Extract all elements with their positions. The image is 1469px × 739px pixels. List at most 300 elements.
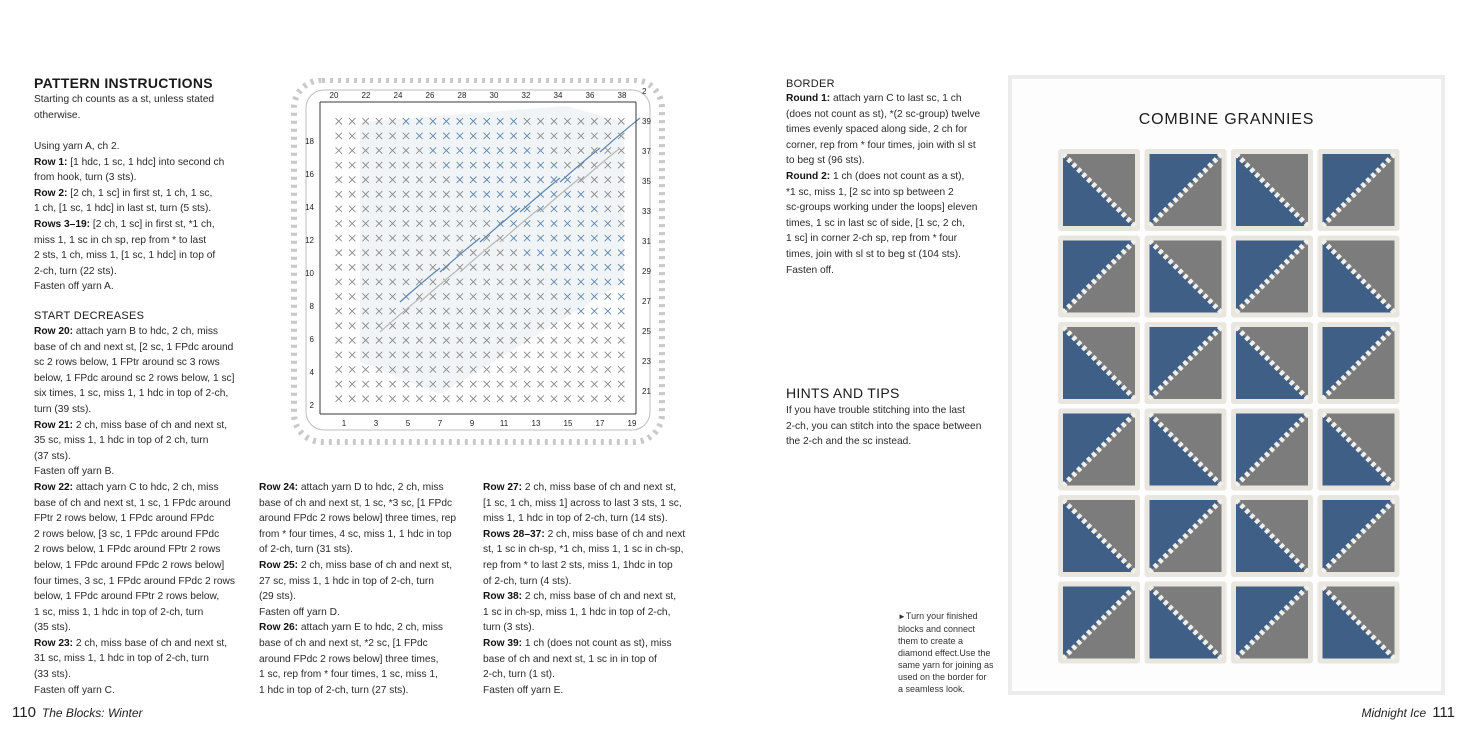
instruction-line <box>34 418 264 434</box>
caption-line: a seamless look. <box>898 684 966 694</box>
row-text: attach yarn C to hdc, 2 ch, miss <box>73 481 219 493</box>
sc-stitch-mark <box>336 235 342 241</box>
sc-stitch-mark <box>349 308 355 314</box>
row-text: 1 ch (does not count as a st), <box>830 170 965 182</box>
chart-row-label: 15 <box>563 419 573 428</box>
sc-stitch-mark <box>605 381 611 387</box>
row-text: below, 1 FPdc around FPdc 2 rows below] <box>34 559 225 571</box>
instruction-line <box>259 652 484 668</box>
instruction-line <box>34 620 264 636</box>
row-text: attach yarn D to hdc, 2 ch, miss <box>298 482 444 493</box>
sc-stitch-mark <box>362 381 368 387</box>
row-text: Fasten off yarn B. <box>34 466 115 478</box>
instruction-line <box>259 511 484 527</box>
row-text: 2-ch, turn (22 sts). <box>34 265 117 277</box>
row-label: Row 27: <box>483 482 523 493</box>
page-number-left: 110 <box>12 704 36 721</box>
row-text: base of ch and next st, 1 sc in in top of <box>483 653 657 665</box>
chart-row-label: 17 <box>595 419 605 428</box>
sc-stitch-mark <box>537 366 543 372</box>
chart-row-label: 16 <box>305 170 314 179</box>
sc-stitch-mark <box>484 396 490 402</box>
row-label: Round 2: <box>786 170 831 182</box>
sc-stitch-mark <box>564 352 570 358</box>
row-text: (37 sts). <box>34 450 71 462</box>
sc-stitch-mark <box>605 323 611 329</box>
row-text: times evenly spaced along side, 2 ch for <box>786 124 968 136</box>
sc-stitch-mark <box>389 381 395 387</box>
chart-row-label: 34 <box>553 91 563 100</box>
sc-stitch-mark <box>537 381 543 387</box>
sc-stitch-mark <box>336 308 342 314</box>
row-text: of 2-ch, turn (31 sts). <box>259 544 353 556</box>
hints-text <box>786 403 1006 450</box>
sc-stitch-mark <box>605 396 611 402</box>
row-text: sc-groups working under the loops] eleven <box>786 202 978 214</box>
instruction-line <box>34 683 264 699</box>
instruction-line <box>483 589 713 605</box>
chart-row-label: 12 <box>305 236 314 245</box>
sc-stitch-mark <box>564 396 570 402</box>
row-text: Fasten off yarn C. <box>34 684 115 696</box>
chart-row-label: 4 <box>309 368 314 377</box>
instruction-line <box>483 558 713 574</box>
sc-stitch-mark <box>336 191 342 197</box>
sc-stitch-mark <box>349 118 355 124</box>
sc-stitch-mark <box>349 323 355 329</box>
caption-line: them to create a <box>898 636 964 646</box>
sc-stitch-mark <box>618 337 624 343</box>
chart-row-label: 20 <box>329 91 339 100</box>
instruction-line <box>34 527 264 543</box>
sc-stitch-mark <box>349 162 355 168</box>
row-text: from * four times, 4 sc, miss 1, 1 hdc in top <box>259 528 452 540</box>
row-text: 2 rows below, [3 sc, 1 FPdc around FPdc <box>34 528 220 540</box>
chart-row-label: 10 <box>305 269 314 278</box>
chart-row-label: 37 <box>642 147 651 156</box>
row-text: miss 1, 1 hdc in top of 2-ch, turn (14 sts). <box>483 513 668 525</box>
sc-stitch-mark <box>349 220 355 226</box>
sc-stitch-mark <box>470 381 476 387</box>
caption-line: diamond effect.Use the <box>898 648 991 658</box>
hint-line: the 2-ch and the sc instead. <box>786 436 912 448</box>
row-label: Row 22: <box>34 481 74 493</box>
row-text: around FPdc 2 rows below] three times, <box>259 653 439 665</box>
section-name: The Blocks: Winter <box>41 706 143 720</box>
instruction-line <box>34 651 264 667</box>
chart-row-label: 11 <box>499 419 509 428</box>
instruction-line <box>259 480 484 496</box>
sc-stitch-mark <box>336 250 342 256</box>
row-text: 2 ch, miss base of ch and next <box>544 528 686 540</box>
caption-line: used on the border for <box>898 672 987 682</box>
row-text: base of ch and next st, [2 sc, 1 FPdc around <box>34 341 234 353</box>
chart-row-label: 19 <box>627 419 637 428</box>
border-line <box>786 263 1001 279</box>
instruction-line <box>259 558 484 574</box>
row-text: six times, 1 sc, miss 1, 1 hdc in top of 2-ch, <box>34 388 229 400</box>
row-label: Row 23: <box>34 637 74 649</box>
sc-stitch-mark <box>618 381 624 387</box>
border-line <box>786 138 1001 154</box>
row-text: 2-ch, turn (1 st). <box>483 669 555 681</box>
sc-stitch-mark <box>470 396 476 402</box>
chart-row-label: 32 <box>521 91 531 100</box>
row-text: to beg st (96 sts). <box>786 155 865 167</box>
row-text: 2 sts, 1 ch, miss 1, [1 sc, 1 hdc] in top of <box>34 250 216 262</box>
sc-stitch-mark <box>376 396 382 402</box>
row-text: turn (39 sts). <box>34 403 92 415</box>
row-text: st, 1 sc in ch-sp, *1 ch, miss 1, 1 sc in ch-sp, <box>483 544 684 556</box>
caption-line: Turn your finished <box>905 611 978 621</box>
sc-stitch-mark <box>551 352 557 358</box>
hint-line: If you have trouble stitching into the last <box>786 405 965 416</box>
row-text: 2 rows below, 1 FPdc around FPtr 2 rows <box>34 544 221 556</box>
instruction-line <box>34 589 264 605</box>
sc-stitch-mark <box>605 293 611 299</box>
sc-stitch-mark <box>336 133 342 139</box>
row-label: Row 24: <box>259 482 299 493</box>
row-text: Fasten off yarn A. <box>34 281 114 293</box>
chart-row-label: 31 <box>642 237 651 246</box>
sc-stitch-mark <box>389 396 395 402</box>
instruction-line <box>34 402 264 418</box>
instructions-column-1b <box>34 324 264 698</box>
row-text: around FPdc 2 rows below] three times, rep <box>259 513 457 525</box>
chart-row-label: 14 <box>305 203 314 212</box>
instruction-line <box>34 340 264 356</box>
sc-stitch-mark <box>376 381 382 387</box>
instruction-line <box>34 201 264 217</box>
sc-stitch-mark <box>336 396 342 402</box>
border-instructions <box>786 91 1001 278</box>
row-text: base of ch and next st, *2 sc, [1 FPdc <box>259 637 428 649</box>
sc-stitch-mark <box>605 352 611 358</box>
sc-stitch-mark <box>537 396 543 402</box>
row-text: FPtr 2 rows below, 1 FPdc around FPdc <box>34 513 215 525</box>
chart-row-label: 6 <box>309 335 314 344</box>
page-number-right: 111 <box>1432 704 1455 721</box>
instruction-line <box>34 264 264 280</box>
instruction-line <box>34 170 264 186</box>
chart-row-label: 9 <box>469 419 475 428</box>
row-text: four times, 3 sc, 1 FPdc around FPdc 2 rows <box>34 575 235 587</box>
sc-stitch-mark <box>591 366 597 372</box>
sc-stitch-mark <box>349 381 355 387</box>
instruction-line <box>34 574 264 590</box>
border-heading: BORDER <box>786 78 835 90</box>
instruction-line <box>34 511 264 527</box>
sc-stitch-mark <box>578 381 584 387</box>
chart-row-label: 18 <box>305 137 314 146</box>
sc-stitch-mark <box>349 133 355 139</box>
row-label: Row 26: <box>259 622 299 634</box>
sc-stitch-mark <box>605 308 611 314</box>
row-text: Fasten off yarn D. <box>259 606 340 618</box>
sc-stitch-mark <box>336 162 342 168</box>
row-text: attach yarn C to last sc, 1 ch <box>830 93 962 104</box>
row-text: *1 sc, miss 1, [2 sc into sp between 2 <box>786 186 954 198</box>
row-text: 1 ch, [1 sc, 1 hdc] in last st, turn (5 sts). <box>34 203 212 215</box>
sc-stitch-mark <box>524 381 530 387</box>
instruction-line <box>259 620 484 636</box>
border-line <box>786 122 1001 138</box>
row-text: 1 hdc in top of 2-ch, turn (27 sts). <box>259 684 409 696</box>
row-text: attach yarn B to hdc, 2 ch, miss <box>73 326 219 337</box>
instruction-line <box>259 683 484 699</box>
sc-stitch-mark <box>578 323 584 329</box>
sc-stitch-mark <box>510 366 516 372</box>
border-line <box>786 107 1001 123</box>
row-text: base of ch and next st, 1 sc, *3 sc, [1 FPdc <box>259 497 453 509</box>
sc-stitch-mark <box>564 323 570 329</box>
row-text: Fasten off. <box>786 264 834 276</box>
sc-stitch-mark <box>484 366 490 372</box>
sc-stitch-mark <box>578 308 584 314</box>
sc-stitch-mark <box>349 366 355 372</box>
instruction-line <box>34 233 264 249</box>
sc-stitch-mark <box>362 396 368 402</box>
sc-stitch-mark <box>497 396 503 402</box>
photo-caption <box>898 610 1008 695</box>
stitch-chart-svg <box>286 78 670 448</box>
instructions-column-2 <box>259 480 484 698</box>
instruction-line <box>483 527 713 543</box>
caption-line: blocks and connect <box>898 624 976 634</box>
sc-stitch-mark <box>551 337 557 343</box>
row-text: 1 sc in ch-sp, miss 1, 1 hdc in top of 2-ch, <box>483 606 671 618</box>
chart-row-label: 29 <box>642 267 651 276</box>
sc-stitch-mark <box>336 220 342 226</box>
row-label: Row 25: <box>259 559 299 571</box>
sc-stitch-mark <box>510 352 516 358</box>
border-line <box>786 231 1001 247</box>
chart-row-label: 22 <box>361 91 371 100</box>
sc-stitch-mark <box>497 381 503 387</box>
border-line <box>786 185 1001 201</box>
sc-stitch-mark <box>564 337 570 343</box>
chart-row-label: 26 <box>425 91 435 100</box>
sc-stitch-mark <box>524 366 530 372</box>
chart-row-label: 21 <box>642 387 651 396</box>
chart-row-label: 33 <box>642 207 651 216</box>
sc-stitch-mark <box>618 293 624 299</box>
row-text: 1 ch (does not count as st), miss <box>522 637 672 649</box>
caption-line: same yarn for joining as <box>898 660 994 670</box>
instruction-line <box>34 217 264 233</box>
sc-stitch-mark <box>618 352 624 358</box>
sc-stitch-mark <box>349 264 355 270</box>
row-text: from hook, turn (3 sts). <box>34 172 137 184</box>
sc-stitch-mark <box>336 366 342 372</box>
sc-stitch-mark <box>336 264 342 270</box>
sc-stitch-mark <box>591 308 597 314</box>
sc-stitch-mark <box>416 396 422 402</box>
sc-stitch-mark <box>524 352 530 358</box>
row-text: 27 sc, miss 1, 1 hdc in top of 2-ch, turn <box>259 575 434 587</box>
sc-stitch-mark <box>510 396 516 402</box>
start-decreases-heading: START DECREASES <box>34 310 145 322</box>
row-text: below, 1 FPdc around FPtr 2 rows below, <box>34 591 220 603</box>
row-text: (33 sts). <box>34 669 71 681</box>
granny-squares-grid <box>1058 149 1404 669</box>
sc-stitch-mark <box>349 250 355 256</box>
sc-stitch-mark <box>349 191 355 197</box>
instruction-line <box>34 496 264 512</box>
chart-row-label: 35 <box>642 177 651 186</box>
instruction-line <box>34 605 264 621</box>
combine-grannies-photo <box>1008 75 1445 695</box>
row-label: Rows 3–19: <box>34 218 91 230</box>
sc-stitch-mark <box>443 396 449 402</box>
sc-stitch-mark <box>349 293 355 299</box>
border-line <box>786 200 1001 216</box>
chart-row-label: 38 <box>617 91 627 100</box>
chart-row-label: 27 <box>642 297 651 306</box>
sc-stitch-mark <box>591 381 597 387</box>
sc-stitch-mark <box>336 206 342 212</box>
intro-text <box>34 92 214 123</box>
row-label: Rows 28–37: <box>483 528 545 540</box>
instruction-line <box>259 636 484 652</box>
instruction-line <box>34 248 264 264</box>
instruction-line <box>259 589 484 605</box>
chart-row-label: 28 <box>457 91 467 100</box>
hint-line: 2-ch, you can stitch into the space between <box>786 420 982 432</box>
pattern-name: Midnight Ice <box>1361 706 1427 720</box>
sc-stitch-mark <box>551 396 557 402</box>
sc-stitch-mark <box>605 366 611 372</box>
sc-stitch-mark <box>578 352 584 358</box>
instruction-line <box>483 511 713 527</box>
chart-row-label: 23 <box>642 357 651 366</box>
sc-stitch-mark <box>591 323 597 329</box>
chart-row-label: 24 <box>393 91 403 100</box>
instruction-line <box>34 667 264 683</box>
sc-stitch-mark <box>349 279 355 285</box>
instruction-line <box>34 371 264 387</box>
row-text: [1 hdc, 1 sc, 1 hdc] into second ch <box>67 156 225 168</box>
sc-stitch-mark <box>591 352 597 358</box>
chart-row-label: 8 <box>309 302 314 311</box>
sc-stitch-mark <box>564 381 570 387</box>
row-label: Row 20: <box>34 326 74 337</box>
sc-stitch-mark <box>605 337 611 343</box>
sc-stitch-mark <box>524 396 530 402</box>
sc-stitch-mark <box>336 381 342 387</box>
sc-stitch-mark <box>484 381 490 387</box>
instructions-column-3 <box>483 480 713 698</box>
row-text: attach yarn E to hdc, 2 ch, miss <box>298 622 444 634</box>
intro-line: Starting ch counts as a st, unless stated <box>34 94 215 105</box>
chart-row-label: 3 <box>373 419 379 428</box>
sc-stitch-mark <box>336 177 342 183</box>
row-label: Row 2: <box>34 187 68 199</box>
border-line <box>786 216 1001 232</box>
sc-stitch-mark <box>510 381 516 387</box>
instruction-line <box>483 620 713 636</box>
sc-stitch-mark <box>551 366 557 372</box>
row-text: 2 ch, miss base of ch and next st, <box>298 559 453 571</box>
row-text: (35 sts). <box>34 622 71 634</box>
row-text: Using yarn A, ch 2. <box>34 141 120 152</box>
row-text: sc 2 rows below, 1 FPtr around sc 3 rows <box>34 357 220 369</box>
border-line <box>786 169 1001 185</box>
instruction-line <box>34 355 264 371</box>
row-text: [1 sc, 1 ch, miss 1] across to last 3 sts, 1 sc, <box>483 497 682 509</box>
sc-stitch-mark <box>403 381 409 387</box>
sc-stitch-mark <box>430 396 436 402</box>
instruction-line <box>483 574 713 590</box>
row-label: Row 1: <box>34 156 68 168</box>
border-line <box>786 91 1001 107</box>
instruction-line <box>34 186 264 202</box>
row-text: Fasten off yarn E. <box>483 684 564 696</box>
instruction-line <box>259 574 484 590</box>
sc-stitch-mark <box>349 206 355 212</box>
left-footer <box>12 704 143 721</box>
pattern-instructions-heading: PATTERN INSTRUCTIONS <box>34 75 213 91</box>
intro-line: otherwise. <box>34 109 81 121</box>
row-text: (29 sts). <box>259 591 296 603</box>
sc-stitch-mark <box>618 323 624 329</box>
shaded-band <box>360 106 624 394</box>
chart-row-label: 13 <box>531 419 541 428</box>
sc-stitch-mark <box>591 396 597 402</box>
photo-title: COMBINE GRANNIES <box>1138 111 1315 128</box>
sc-stitch-mark <box>336 279 342 285</box>
sc-stitch-mark <box>349 337 355 343</box>
chart-row-label: 1 <box>341 419 347 428</box>
sc-stitch-mark <box>362 366 368 372</box>
sc-stitch-mark <box>336 323 342 329</box>
sc-stitch-mark <box>349 177 355 183</box>
row-text: turn (3 sts). <box>483 622 535 634</box>
instruction-line <box>34 636 264 652</box>
sc-stitch-mark <box>578 337 584 343</box>
hints-heading: HINTS AND TIPS <box>786 385 900 401</box>
chart-row-label: 36 <box>585 91 595 100</box>
row-text: of 2-ch, turn (4 sts). <box>483 575 572 587</box>
instruction-line <box>259 527 484 543</box>
sc-stitch-mark <box>578 366 584 372</box>
instruction-line <box>483 496 713 512</box>
instruction-line <box>34 449 264 465</box>
sc-stitch-mark <box>403 396 409 402</box>
sc-stitch-mark <box>618 366 624 372</box>
row-text: 2 ch, miss base of ch and next st, <box>522 591 677 603</box>
instruction-line <box>483 683 713 699</box>
chart-row-label: 5 <box>405 419 411 428</box>
instruction-line <box>34 139 264 155</box>
border-line <box>786 153 1001 169</box>
sc-stitch-mark <box>349 396 355 402</box>
row-text: 2 ch, miss base of ch and next st, <box>73 637 228 649</box>
row-text: 2 ch, miss base of ch and next st, <box>522 482 677 493</box>
chart-row-label: 39 <box>642 117 651 126</box>
instructions-column-1a <box>34 139 264 295</box>
sc-stitch-mark <box>336 147 342 153</box>
instruction-line <box>259 605 484 621</box>
instruction-line <box>34 155 264 171</box>
instruction-line <box>483 542 713 558</box>
row-text: 1 sc, rep from * four times, 1 sc, miss 1, <box>259 669 438 681</box>
row-text: [2 ch, 1 sc] in first st, *1 ch, <box>90 218 215 230</box>
sc-stitch-mark <box>336 293 342 299</box>
row-label: Row 39: <box>483 637 523 649</box>
sc-stitch-mark <box>457 396 463 402</box>
sc-stitch-mark <box>551 381 557 387</box>
